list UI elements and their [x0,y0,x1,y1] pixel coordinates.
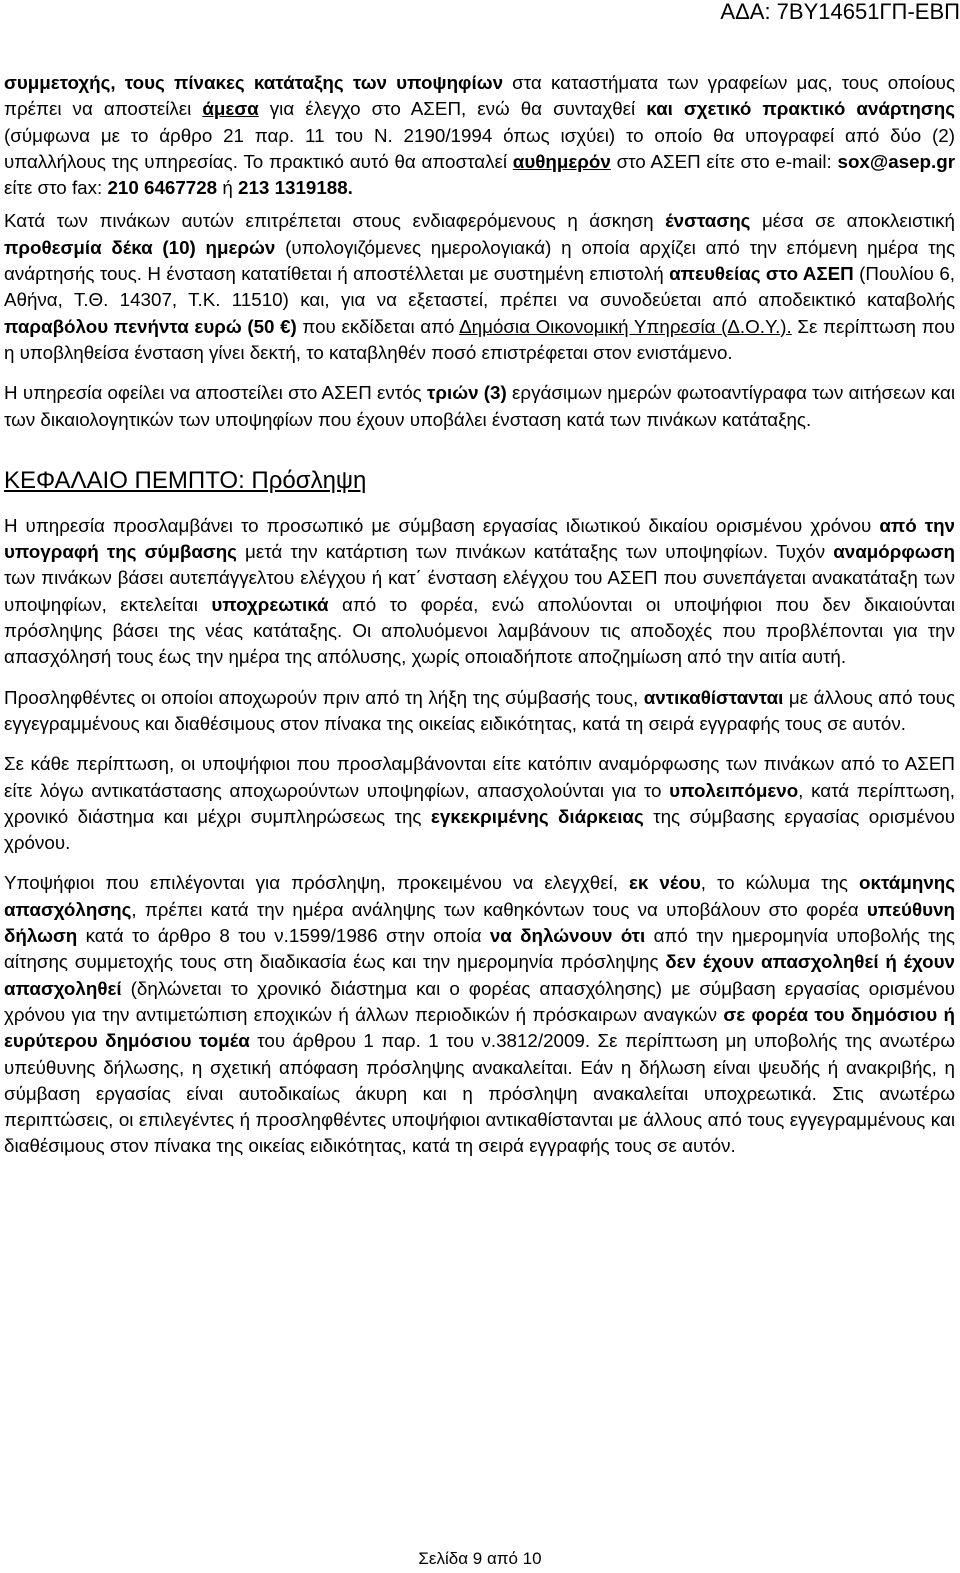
bold-text: υπολειπόμενο [669,779,799,801]
page-number: Σελίδα 9 από 10 [418,1549,542,1568]
bold-text: αντικαθίστανται [643,686,784,708]
bold-text: προθεσμία δέκα (10) ημερών [4,236,276,258]
bold-text: συμμετοχής, τους πίνακες κατάταξης των υποψηφίων [4,72,504,93]
bold-text: και σχετικό πρακτικό ανάρτησης [646,98,955,120]
bold-text: αναμόρφωση [833,541,955,563]
section-heading [4,467,955,495]
ada-code: ΑΔΑ: 7ΒΥ14651ΓΠ-ΕΒΠ [720,0,960,24]
text: (δηλώνεται το χρονικό διάστημα και ο φορέας απασχόλησης) με σύμβαση εργασίας ορισμένου χρόνου για την αντιμετώπιση εποχικών ή άλλων περιοδικών ή πρόσκαιρων αναγκών [4,977,955,1025]
text: που εκδίδεται από [296,315,460,337]
text: , πρέπει κατά την ημέρα ανάληψης των καθηκόντων τους να υποβάλουν στο φορέα [131,898,867,920]
paragraph-hiring [4,513,955,671]
text: Υποψήφιοι που επιλέγονται για πρόσληψη, προκειμένου να ελεγχθεί, [4,872,629,894]
paragraph-remaining-period [4,751,955,856]
bold-text: οκτάμηνης απασχόλησης [4,872,955,920]
paragraph-replacement [4,685,955,738]
text: με άλλους από τους εγγεγραμμένους και διαθέσιμους στον πίνακα της οικείας ειδικότητας, κατά τη σειρά εγγραφής τους σε αυτόν. [4,686,956,734]
text: της σύμβασης εργασίας ορισμένου χρόνου. [4,805,955,854]
paragraph-declaration [4,870,955,1159]
text: Σε κάθε περίπτωση, οι υποψήφιοι που προσλαμβάνονται είτε κατόπιν αναμόρφωσης των πινάκων από το ΑΣΕΠ είτε λόγω αντικατάστασης αποχωρούντων υποψηφίων, απασχολούνται για το [4,753,955,801]
paragraph-objection [4,208,955,366]
bold-text: υπεύθυνη δήλωση [4,898,955,947]
text: μετά την κατάρτιση των πινάκων κατάταξης των υποψηφίων. Τυχόν [236,541,834,563]
bold-underlined-text: άμεσα [202,98,259,120]
bold-text: εκ νέου [629,872,701,894]
bold-text: παραβόλου πενήντα ευρώ (50 €) [4,315,297,337]
underlined-text: Δημόσια Οικονομική Υπηρεσία (Δ.Ο.Υ.). [459,315,792,337]
fax-number: 213 1319188. [238,177,353,199]
bold-text: από την υπογραφή της σύμβασης [4,514,955,563]
text: Η υπηρεσία προσλαμβάνει το προσωπικό με σύμβαση εργασίας ιδιωτικού δικαίου ορισμένου χρόνου [4,514,880,536]
bold-text: δεν έχουν απασχοληθεί ή έχουν απασχοληθεί [4,951,955,999]
text: (υπολογιζόμενες ημερολογιακά) η οποία αρχίζει από την επόμενη ημέρα της ανάρτησής τους. Η ένσταση κατατίθεται ή αποστέλλεται με συστημένη επιστολή [4,236,956,285]
text: στα καταστήματα των γραφείων μας, τους οποίους πρέπει να αποστείλει [4,72,955,120]
bold-text: υποχρεωτικά [211,593,329,615]
text: στο ΑΣΕΠ είτε στο e-mail: [610,150,838,172]
text: είτε στο fax: [4,177,108,199]
bold-text: απευθείας στο ΑΣΕΠ [669,263,854,285]
bold-text: εγκεκριμένης διάρκειας [430,805,644,827]
text: Η υπηρεσία οφείλει να αποστείλει στο ΑΣΕΠ εντός [4,382,427,404]
text: Προσληφθέντες οι οποίοι αποχωρούν πριν από τη λήξη της σύμβασής τους, [4,686,644,708]
bold-underlined-text: αυθημερόν [512,150,611,172]
text: (Πουλίου 6, Αθήνα, Τ.Θ. 14307, Τ.Κ. 11510) και, για να εξεταστεί, πρέπει να συνοδεύεται από αποδεικτικό καταβολής [4,263,956,311]
text: (σύμφωνα με το άρθρο 21 παρ. 11 του Ν. 2190/1994 όπως ισχύει) το οποίο θα υπογραφεί από δύο (2) υπαλλήλους της υπηρεσίας. Το πρακτικό αυτό θα αποσταλεί [4,124,955,172]
text: εργάσιμων ημερών φωτοαντίγραφα των αιτήσεων και των δικαιολογητικών των υποψηφίων που έχουν υποβάλει ένσταση κατά των πινάκων κατάταξης. [4,382,955,430]
text: από την ημερομηνία υποβολής της αίτησης συμμετοχής τους στη διαδικασία έως και την ημερομηνία πρόσληψης [4,925,955,973]
text: Σε περίπτωση που η υποβληθείσα ένσταση γίνει δεκτή, το καταβληθέν ποσό επιστρέφεται στον ενιστάμενο. [4,315,956,363]
text: μέσα σε αποκλειστική [750,210,955,232]
document-body [4,70,955,1174]
bold-text: ένστασης [665,210,751,232]
text: Κατά των πινάκων αυτών επιτρέπεται στους ενδιαφερόμενους η άσκηση [4,210,666,232]
bold-text: να δηλώνουν ότι [489,925,646,947]
paragraph-service-obligation [4,380,955,433]
fax-number: 210 6467728 [107,177,218,199]
text: για έλεγχο στο ΑΣΕΠ, ενώ θα συνταχθεί [258,98,647,120]
text: ή [217,177,239,199]
bold-text: τριών (3) [426,382,507,404]
text: , κατά περίπτωση, χρονικό διάστημα και μέχρι συμπληρώσεως της [4,779,955,827]
section-title: ΚΕΦΑΛΑΙΟ ΠΕΜΠΤΟ: Πρόσληψη [4,466,367,494]
text: , το κώλυμα της [700,872,859,894]
paragraph-posting [4,70,955,201]
text: των πινάκων βάσει αυτεπάγγελτου ελέγχου ή κατ΄ ένσταση ελέγχου του ΑΣΕΠ που συνεπάγεται ανακατάταξη των υποψηφίων, εκτελείται [4,567,955,615]
text: του άρθρου 1 παρ. 1 του ν.3812/2009. Σε περίπτωση μη υποβολής της ανωτέρω υπεύθυνης δήλωσης, η σχετική απόφαση πρόσληψης ανακαλείται. Εάν η δήλωση είναι ψευδής ή ανακριβής, η σύμβαση εργασίας είναι αυτοδικαίως άκυρη και η πρόσληψη ανακαλείται υποχρεωτικά. Στις ανωτέρω περιπτώσεις, οι επιλεγέντες ή προσληφθέντες υποψήφιοι αντικαθίστανται με άλλους από τους εγγεγραμμένους και διαθέσιμους στον πίνακα της οικείας ειδικότητας, κατά τη σειρά εγγραφής τους σε αυτόν. [4,1030,955,1157]
text: κατά το άρθρο 8 του ν.1599/1986 στην οποία [77,925,490,947]
email-address: sox@asep.gr [837,150,955,172]
text: από το φορέα, ενώ απολύονται οι υποψήφιοι που δεν δικαιούνται πρόσληψης βάσει της νέας κατάταξης. Οι απολυόμενοι λαμβάνουν τις αποδοχές που προβλέπονται για την απασχόλησή τους έως την ημέρα της απόλυσης, χωρίς οποιαδήποτε αποζημίωση από την αιτία αυτή. [4,593,955,668]
bold-text: σε φορέα του δημόσιου ή ευρύτερου δημόσιου τομέα [4,1003,955,1052]
